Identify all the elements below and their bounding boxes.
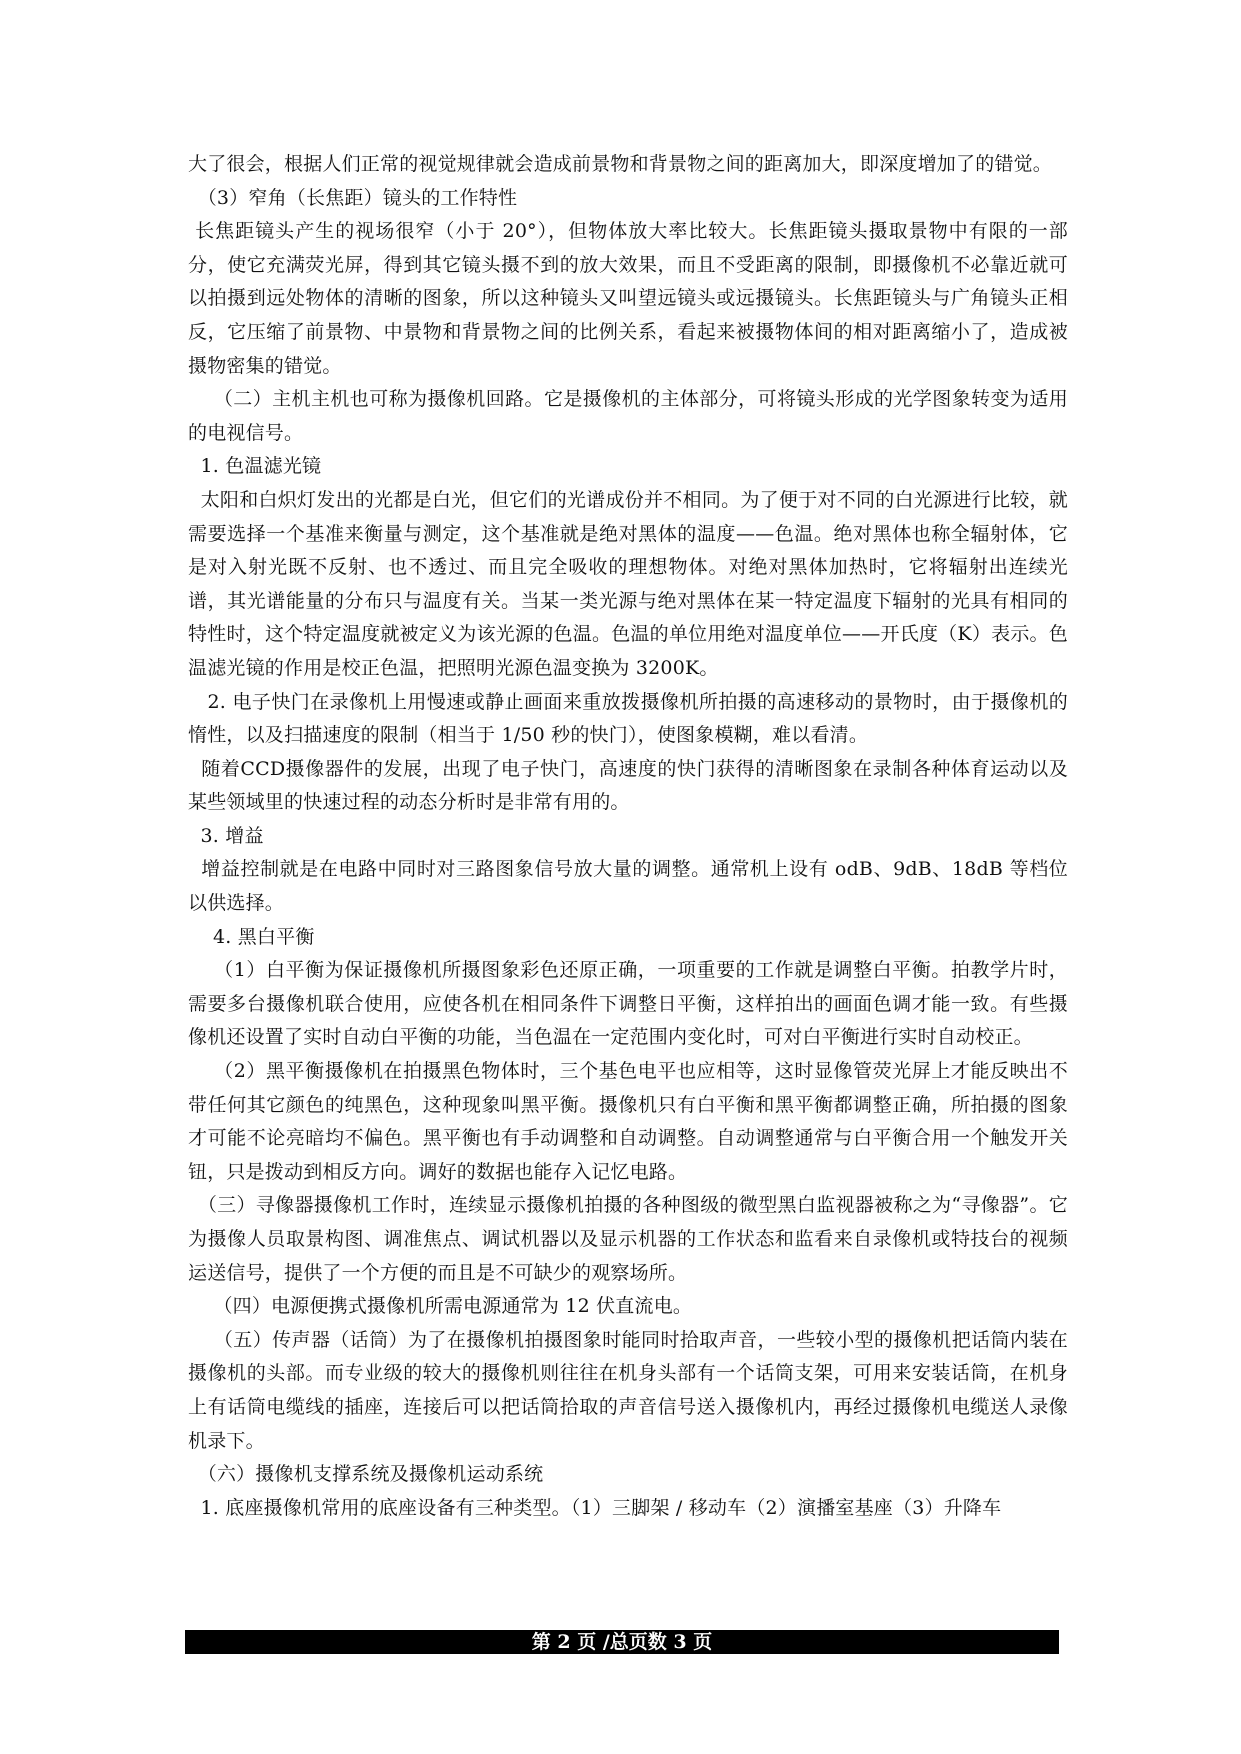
- paragraph-white-balance: （1）白平衡为保证摄像机所摄图象彩色还原正确，一项重要的工作就是调整白平衡。拍教学片时，需要多台摄像机联合使用，应使各机在相同条件下调整日平衡，这样拍出的画面色调才能一致。有些摄像机还设置了实时自动白平衡的功能，当色温在一定范围内变化时，可对白平衡进行实时自动校正。: [188, 959, 1068, 1049]
- paragraph-power-supply: （四）电源便携式摄像机所需电源通常为 12 伏直流电。: [188, 1295, 693, 1318]
- paragraph-black-balance: （2）黑平衡摄像机在拍摄黑色物体时，三个基色电平也应相等，这时显像管荧光屏上才能反映出不带任何其它颜色的纯黑色，这种现象叫黑平衡。摄像机只有白平衡和黑平衡都调整正确，所拍摄的图象才可能不论亮暗均不偏色。黑平衡也有手动调整和自动调整。自动调整通常与白平衡合用一个触发开关钮，只是拨动到相反方向。调好的数据也能存入记忆电路。: [188, 1060, 1068, 1183]
- paragraph-microphone: （五）传声器（话筒）为了在摄像机拍摄图象时能同时拾取声音，一些较小型的摄像机把话筒内装在摄像机的头部。而专业级的较大的摄像机则往往在机身头部有一个话筒支架，可用来安装话筒，在机身上有话筒电缆线的插座，连接后可以把话筒拾取的声音信号送入摄像机内，再经过摄像机电缆送人录像机录下。: [188, 1328, 1068, 1452]
- paragraph-camera-base: 1. 底座摄像机常用的底座设备有三种类型。（1）三脚架 / 移动车（2）演播室基座（3）升降车: [188, 1496, 1002, 1519]
- document-body: [188, 148, 1068, 1525]
- paragraph-wide-angle-illusion: 大了很会，根据人们正常的视觉规律就会造成前景物和背景物之间的距离加大，即深度增加了的错觉。: [188, 153, 1053, 175]
- heading-narrow-angle-lens: （3）窄角（长焦距）镜头的工作特性: [188, 186, 518, 209]
- paragraph-color-temperature: 太阳和白炽灯发出的光都是白光，但它们的光谱成份并不相同。为了便于对不同的白光源进行比较，就需要选择一个基准来衡量与测定，这个基准就是绝对黑体的温度——色温。绝对黑体也称全辐射体，它是对入射光既不反射、也不透过、而且完全吸收的理想物体。对绝对黑体加热时，它将辐射出连续光谱，其光谱能量的分布只与温度有关。当某一类光源与绝对黑体在某一特定温度下辐射的光具有相同的特性时，这个特定温度就被定义为该光源的色温。色温的单位用绝对温度单位——开氏度（K）表示。色温滤光镜的作用是校正色温，把照明光源色温变换为 3200K。: [188, 488, 1068, 679]
- heading-color-temperature-filter: 1. 色温滤光镜: [188, 455, 322, 478]
- paragraph-electronic-shutter: 2. 电子快门在录像机上用慢速或静止画面来重放拨摄像机所拍摄的高速移动的景物时，由于摄像机的惰性，以及扫描速度的限制（相当于 1/50 秒的快门），使图象模糊，难以看清。: [188, 690, 1069, 747]
- heading-main-unit: （二）主机主机也可称为摄像机回路。它是摄像机的主体部分，可将镜头形成的光学图象转变为适用的电视信号。: [188, 388, 1068, 444]
- paragraph-ccd-shutter: 随着CCD摄像器件的发展，出现了电子快门，高速度的快门获得的清晰图象在录制各种体育运动以及某些领域里的快速过程的动态分析时是非常有用的。: [188, 757, 1068, 814]
- paragraph-telephoto-lens: 长焦距镜头产生的视场很窄（小于 20°），但物体放大率比较大。长焦距镜头摄取景物中有限的一部分，使它充满荧光屏，得到其它镜头摄不到的放大效果，而且不受距离的限制，即摄像机不必靠近就可以拍摄到远处物体的清晰的图象，所以这种镜头又叫望远镜头或远摄镜头。长焦距镜头与广角镜头正相反，它压缩了前景物、中景物和背景物之间的比例关系，看起来被摄物体间的相对距离缩小了，造成被摄物密集的错觉。: [188, 220, 1068, 377]
- heading-support-system: （六）摄像机支撑系统及摄像机运动系统: [188, 1463, 544, 1486]
- page-number-label: 第 2 页 /总页数 3 页: [531, 1631, 713, 1653]
- heading-black-white-balance: 4. 黑白平衡: [188, 925, 315, 948]
- paragraph-viewfinder: （三）寻像器摄像机工作时，连续显示摄像机拍摄的各种图级的微型黑白监视器被称之为“寻像器”。它为摄像人员取景构图、调准焦点、调试机器以及显示机器的工作状态和监看来自录像机或特技台的视频运送信号，提供了一个方便的而且是不可缺少的观察场所。: [188, 1194, 1068, 1284]
- page-footer: [185, 1630, 1059, 1654]
- heading-gain: 3. 增益: [188, 824, 264, 847]
- paragraph-gain-control: 增益控制就是在电路中同时对三路图象信号放大量的调整。通常机上设有 odB、9dB、18dB 等档位以供选择。: [188, 858, 1069, 915]
